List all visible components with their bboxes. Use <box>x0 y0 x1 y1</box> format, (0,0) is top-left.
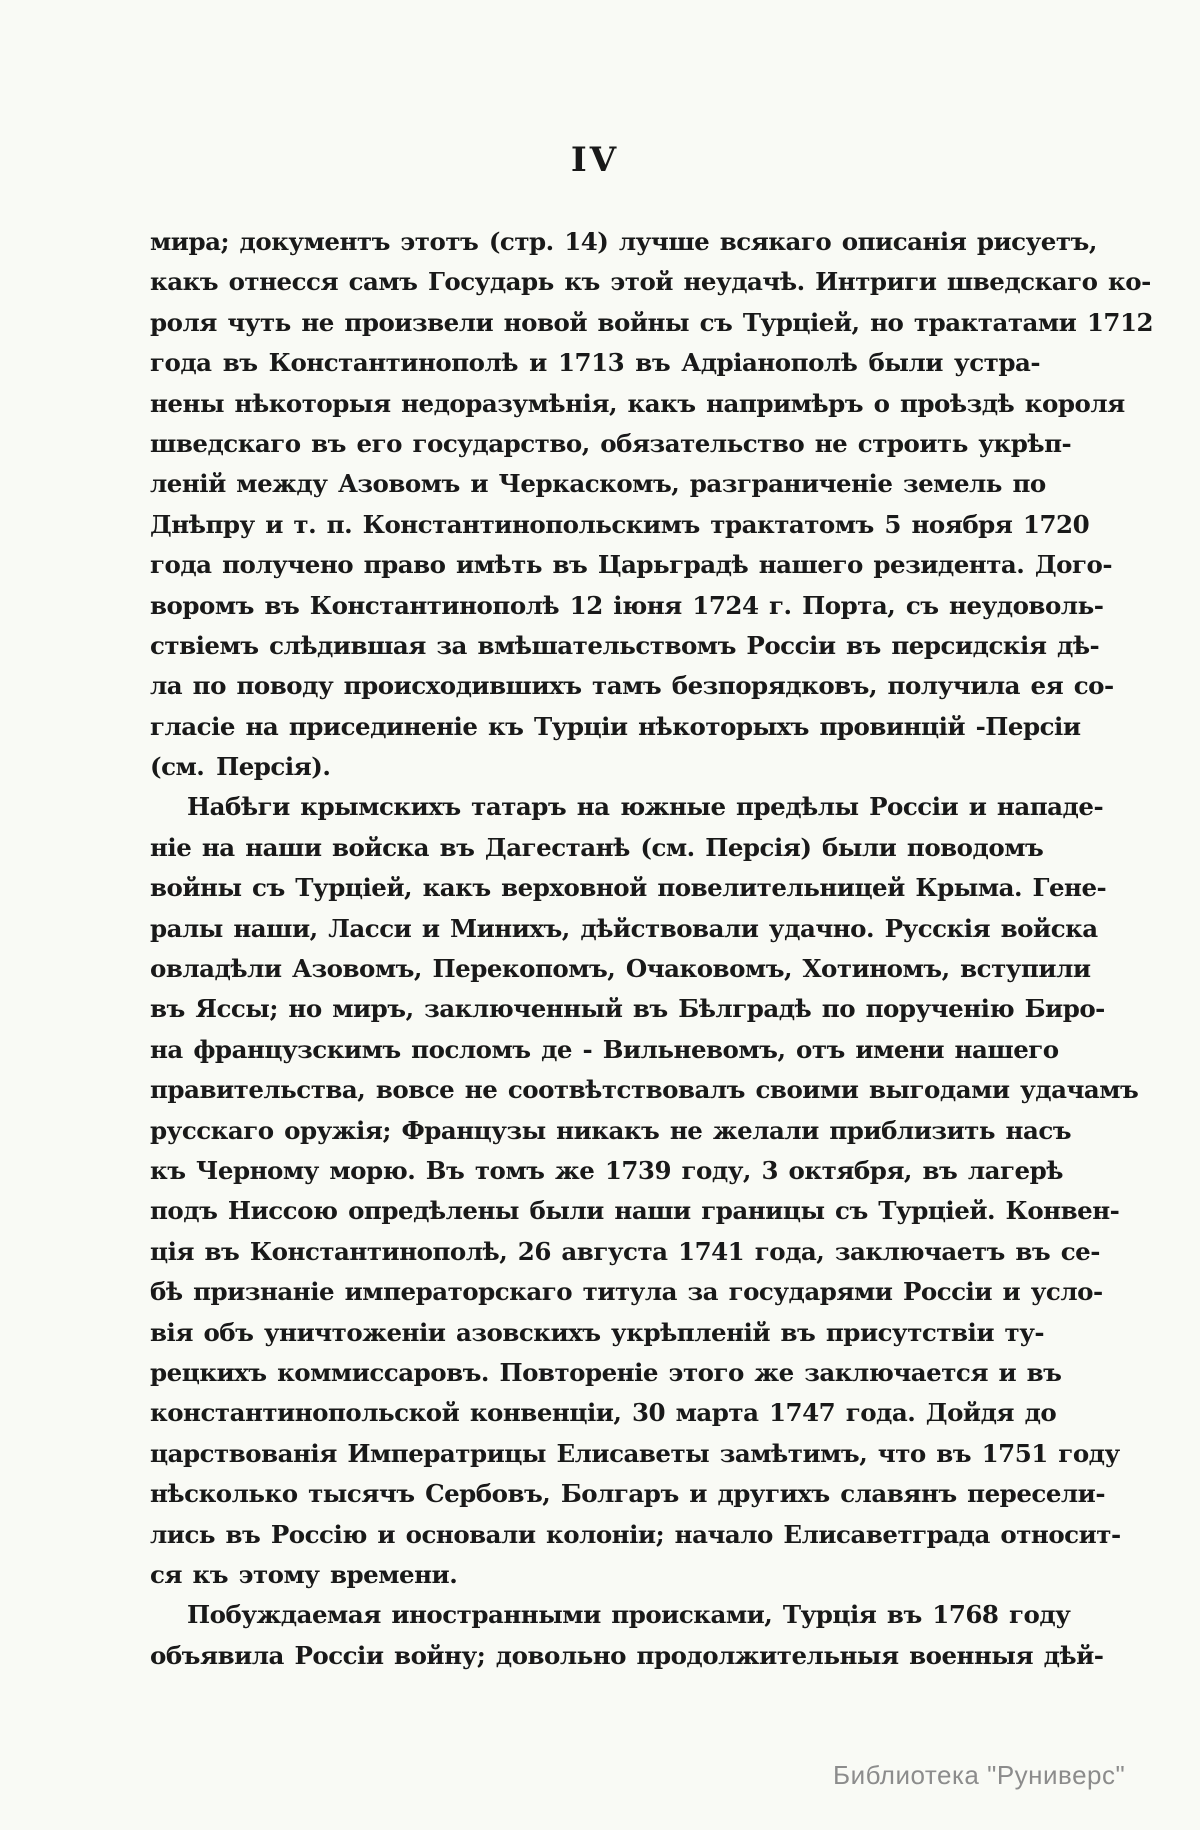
text-line: ралы наши, Ласси и Минихъ, дѣйствовали удачно. Русскія войска <box>150 913 1098 943</box>
text-line: овладѣли Азовомъ, Перекопомъ, Очаковомъ, Хотиномъ, вступили <box>150 954 1091 984</box>
text-line: бѣ признаніе императорскаго титула за государями Россіи и усло- <box>150 1277 1103 1307</box>
text-block <box>150 222 1154 1676</box>
text-line: русскаго оружія; Французы никакъ не желали приблизить насъ <box>150 1115 1072 1145</box>
text-line: въ Яссы; но миръ, заключенный въ Бѣлградѣ по порученію Биро- <box>150 994 1105 1024</box>
text-line: войны съ Турціей, какъ верховной повелительницей Крыма. Гене- <box>150 873 1107 903</box>
page-number: IV <box>570 140 620 180</box>
text-line: ніе на наши войска въ Дагестанѣ (см. Персія) были поводомъ <box>150 832 1044 862</box>
text-line: рецкихъ коммиссаровъ. Повтореніе этого же заключается и въ <box>150 1357 1062 1387</box>
text-line: гласіе на присединеніе къ Турціи нѣкоторыхъ провинцій -Персіи <box>150 711 1081 741</box>
text-line: Набѣги крымскихъ татаръ на южные предѣлы Россіи и нападе- <box>187 792 1104 822</box>
text-line: ла по поводу происходившихъ тамъ безпорядковъ, получила ея со- <box>150 671 1114 701</box>
text-line: подъ Ниссою опредѣлены были наши границы съ Турціей. Конвен- <box>150 1196 1120 1226</box>
text-line: года получено право имѣть въ Царьградѣ нашего резидента. Дого- <box>150 550 1113 580</box>
text-line: царствованія Императрицы Елисаветы замѣтимъ, что въ 1751 году <box>150 1438 1120 1468</box>
library-watermark: Библиотека "Руниверс" <box>833 1760 1126 1790</box>
text-line: правительства, вовсе не соотвѣтствовалъ своими выгодами удачамъ <box>150 1075 1139 1105</box>
text-line: какъ отнесся самъ Государь къ этой неудачѣ. Интриги шведскаго ко- <box>150 267 1151 297</box>
text-line: леній между Азовомъ и Черкаскомъ, разграниченіе земель по <box>150 469 1046 499</box>
text-line: Днѣпру и т. п. Константинопольскимъ трактатомъ 5 ноября 1720 <box>150 509 1090 539</box>
text-line: роля чуть не произвели новой войны съ Турціей, но трактатами 1712 <box>150 307 1154 337</box>
text-line: ція въ Константинополѣ, 26 августа 1741 года, заключаетъ въ се- <box>150 1236 1100 1266</box>
text-line: года въ Константинополѣ и 1713 въ Адріанополѣ были устра- <box>150 348 1040 378</box>
text-line: ствіемъ слѣдившая за вмѣшательствомъ Россіи въ персидскія дѣ- <box>150 630 1100 660</box>
text-line: шведскаго въ его государство, обязательство не строить укрѣп- <box>150 428 1072 458</box>
text-line: нѣсколько тысячъ Сербовъ, Болгаръ и другихъ славянъ пересели- <box>150 1479 1106 1509</box>
text-line: мира; документъ этотъ (стр. 14) лучше всякаго описанія рисуетъ, <box>150 227 1097 256</box>
text-line: воромъ въ Константинополѣ 12 іюня 1724 г. Порта, съ неудоволь- <box>150 590 1104 620</box>
text-line: къ Черному морю. Въ томъ же 1739 году, 3 октября, въ лагерѣ <box>150 1155 1063 1185</box>
text-line: (см. Персія). <box>150 752 331 782</box>
text-line: нены нѣкоторыя недоразумѣнія, какъ напримѣръ о проѣздѣ короля <box>150 388 1125 418</box>
text-line: на французскимъ посломъ де - Вильневомъ, отъ имени нашего <box>150 1034 1059 1064</box>
text-line: ся къ этому времени. <box>150 1559 458 1589</box>
text-line: константинопольской конвенціи, 30 марта 1747 года. Дойдя до <box>150 1398 1057 1428</box>
text-line: лись въ Россію и основали колоніи; начало Елисаветграда относит- <box>150 1519 1121 1549</box>
text-line: Побуждаемая иностранными происками, Турція въ 1768 году <box>187 1600 1071 1630</box>
text-line: вія объ уничтоженіи азовскихъ укрѣпленій въ присутствіи ту- <box>150 1317 1045 1347</box>
text-line: объявила Россіи войну; довольно продолжительныя военныя дѣй- <box>150 1640 1104 1670</box>
